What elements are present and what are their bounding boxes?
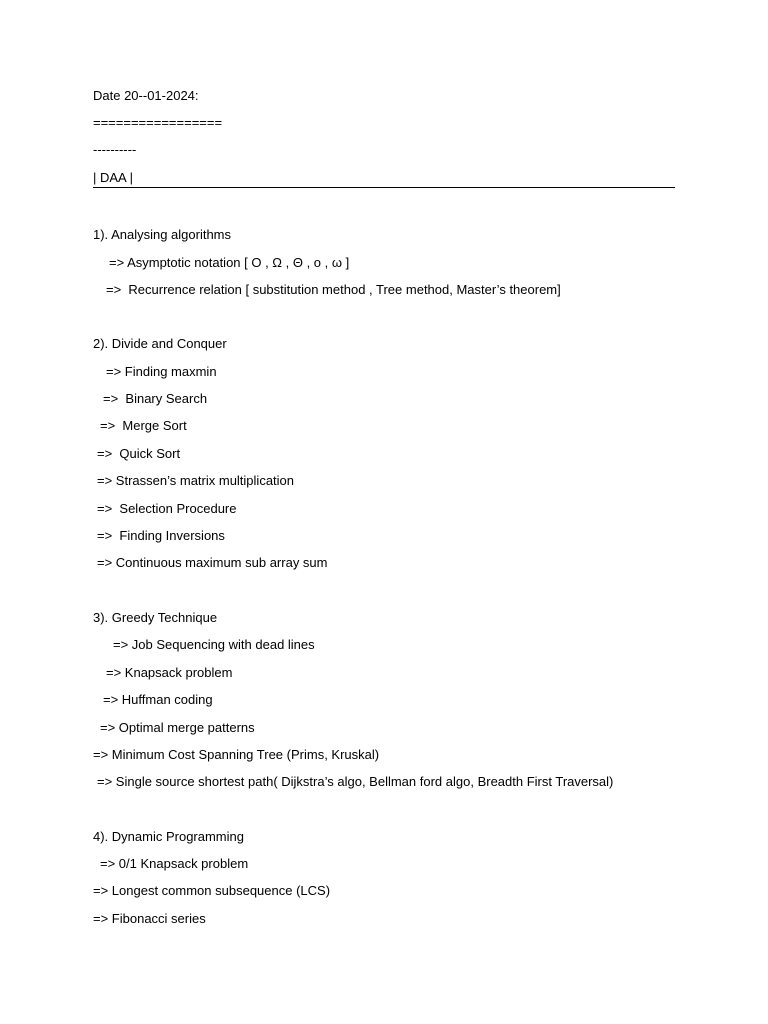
section-title: 4). Dynamic Programming [93, 829, 244, 844]
subject-heading: | DAA | [93, 170, 133, 185]
section-title: 1). Analysing algorithms [93, 227, 232, 242]
list-item: => Selection Procedure [97, 501, 237, 516]
list-item: => 0/1 Knapsack problem [100, 856, 249, 871]
list-item: => Binary Search [103, 391, 208, 406]
list-item: => Recurrence relation [ substitution method , Tree method, Master’s theorem] [106, 282, 561, 297]
equals-rule-text: ================= [93, 115, 223, 130]
list-item: => Finding Inversions [97, 528, 225, 543]
section-title: 3). Greedy Technique [93, 610, 218, 625]
dashes-rule-text: ---------- [93, 142, 137, 157]
heading-underline [93, 187, 675, 188]
list-item: => Single source shortest path( Dijkstra’s algo, Bellman ford algo, Breadth First Traversal) [97, 774, 614, 789]
list-item: => Finding maxmin [106, 364, 217, 379]
list-item: => Quick Sort [97, 446, 181, 461]
list-item: => Knapsack problem [106, 665, 233, 680]
list-item: => Continuous maximum sub array sum [97, 555, 328, 570]
list-item: => Minimum Cost Spanning Tree (Prims, Kruskal) [93, 747, 380, 762]
list-item: => Merge Sort [100, 418, 187, 433]
list-item: => Optimal merge patterns [100, 720, 255, 735]
list-item: => Job Sequencing with dead lines [113, 637, 315, 652]
list-item: => Huffman coding [103, 692, 213, 707]
section-title: 2). Divide and Conquer [93, 336, 227, 351]
list-item: => Fibonacci series [93, 911, 206, 926]
list-item: => Longest common subsequence (LCS) [93, 883, 331, 898]
list-item: => Strassen’s matrix multiplication [97, 473, 295, 488]
list-item: => Asymptotic notation [ O , Ω , Θ , o , ω ] [109, 255, 350, 270]
date-line: Date 20--01-2024: [93, 88, 199, 103]
